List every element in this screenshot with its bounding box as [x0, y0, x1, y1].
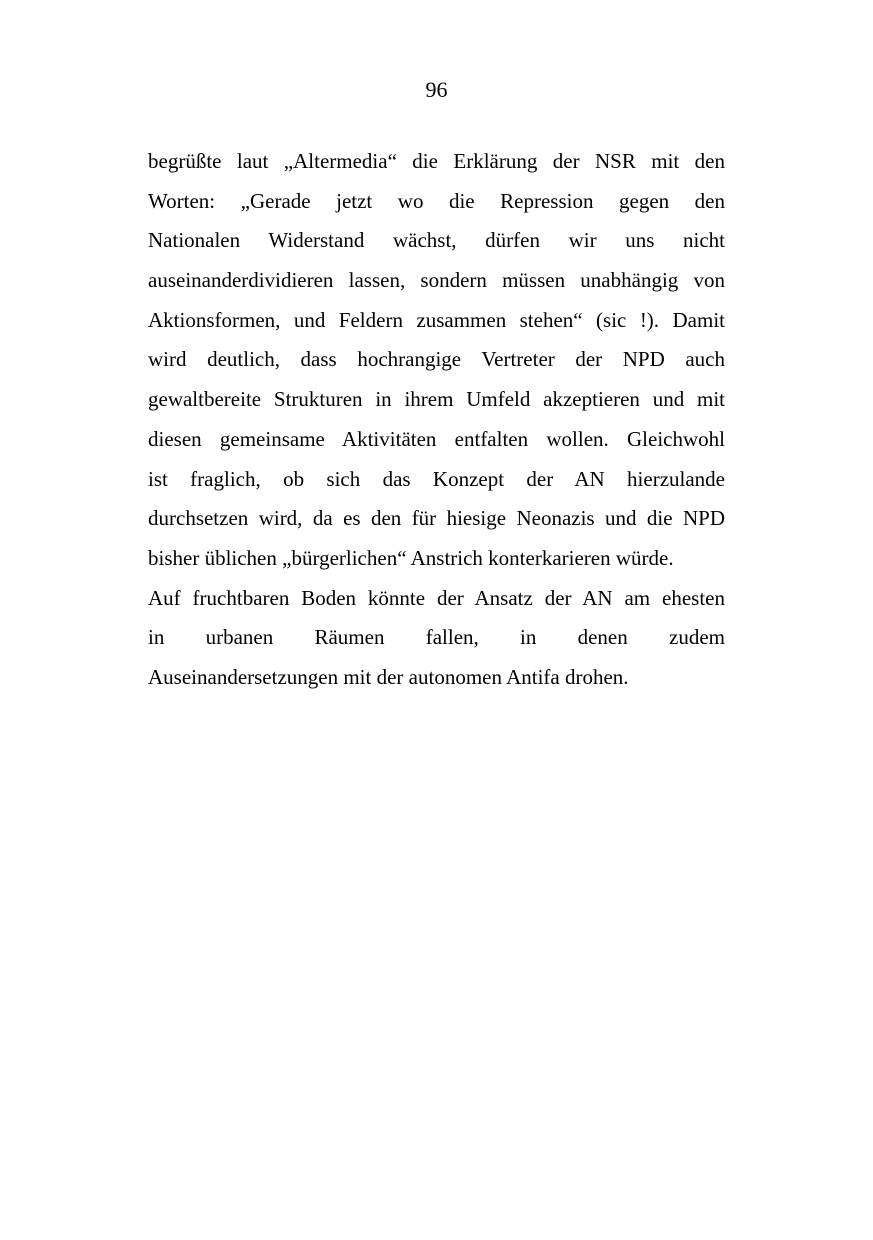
text-line: bisher üblichen „bürgerlichen“ Anstrich konterkarieren würde.	[148, 545, 674, 570]
text-line: Worten: „Gerade jetzt wo die Repression gegen den	[148, 188, 725, 213]
text-line: Nationalen Widerstand wächst, dürfen wir uns nicht	[148, 228, 725, 253]
text-line: gewaltbereite Strukturen in ihrem Umfeld akzeptieren und mit	[148, 387, 725, 412]
page-number: 96	[425, 77, 448, 102]
text-line: Auseinandersetzungen mit der autonomen Antifa drohen.	[148, 664, 629, 689]
text-line: diesen gemeinsame Aktivitäten entfalten wollen. Gleichwohl	[148, 426, 725, 451]
text-line: auseinanderdividieren lassen, sondern müssen unabhängig von	[148, 268, 725, 293]
text-line: in urbanen Räumen fallen, in denen zudem	[148, 625, 725, 650]
text-line: wird deutlich, dass hochrangige Vertreter der NPD auch	[148, 347, 725, 372]
text-line: Auf fruchtbaren Boden könnte der Ansatz der AN am ehesten	[148, 585, 725, 610]
text-line: ist fraglich, ob sich das Konzept der AN hierzulande	[148, 466, 725, 491]
text-line: Aktionsformen, und Feldern zusammen stehen“ (sic !). Damit	[148, 307, 725, 332]
body-paragraph	[148, 142, 725, 698]
text-line: begrüßte laut „Altermedia“ die Erklärung der NSR mit den	[148, 149, 725, 173]
text-line: durchsetzen wird, da es den für hiesige Neonazis und die NPD	[148, 506, 725, 531]
